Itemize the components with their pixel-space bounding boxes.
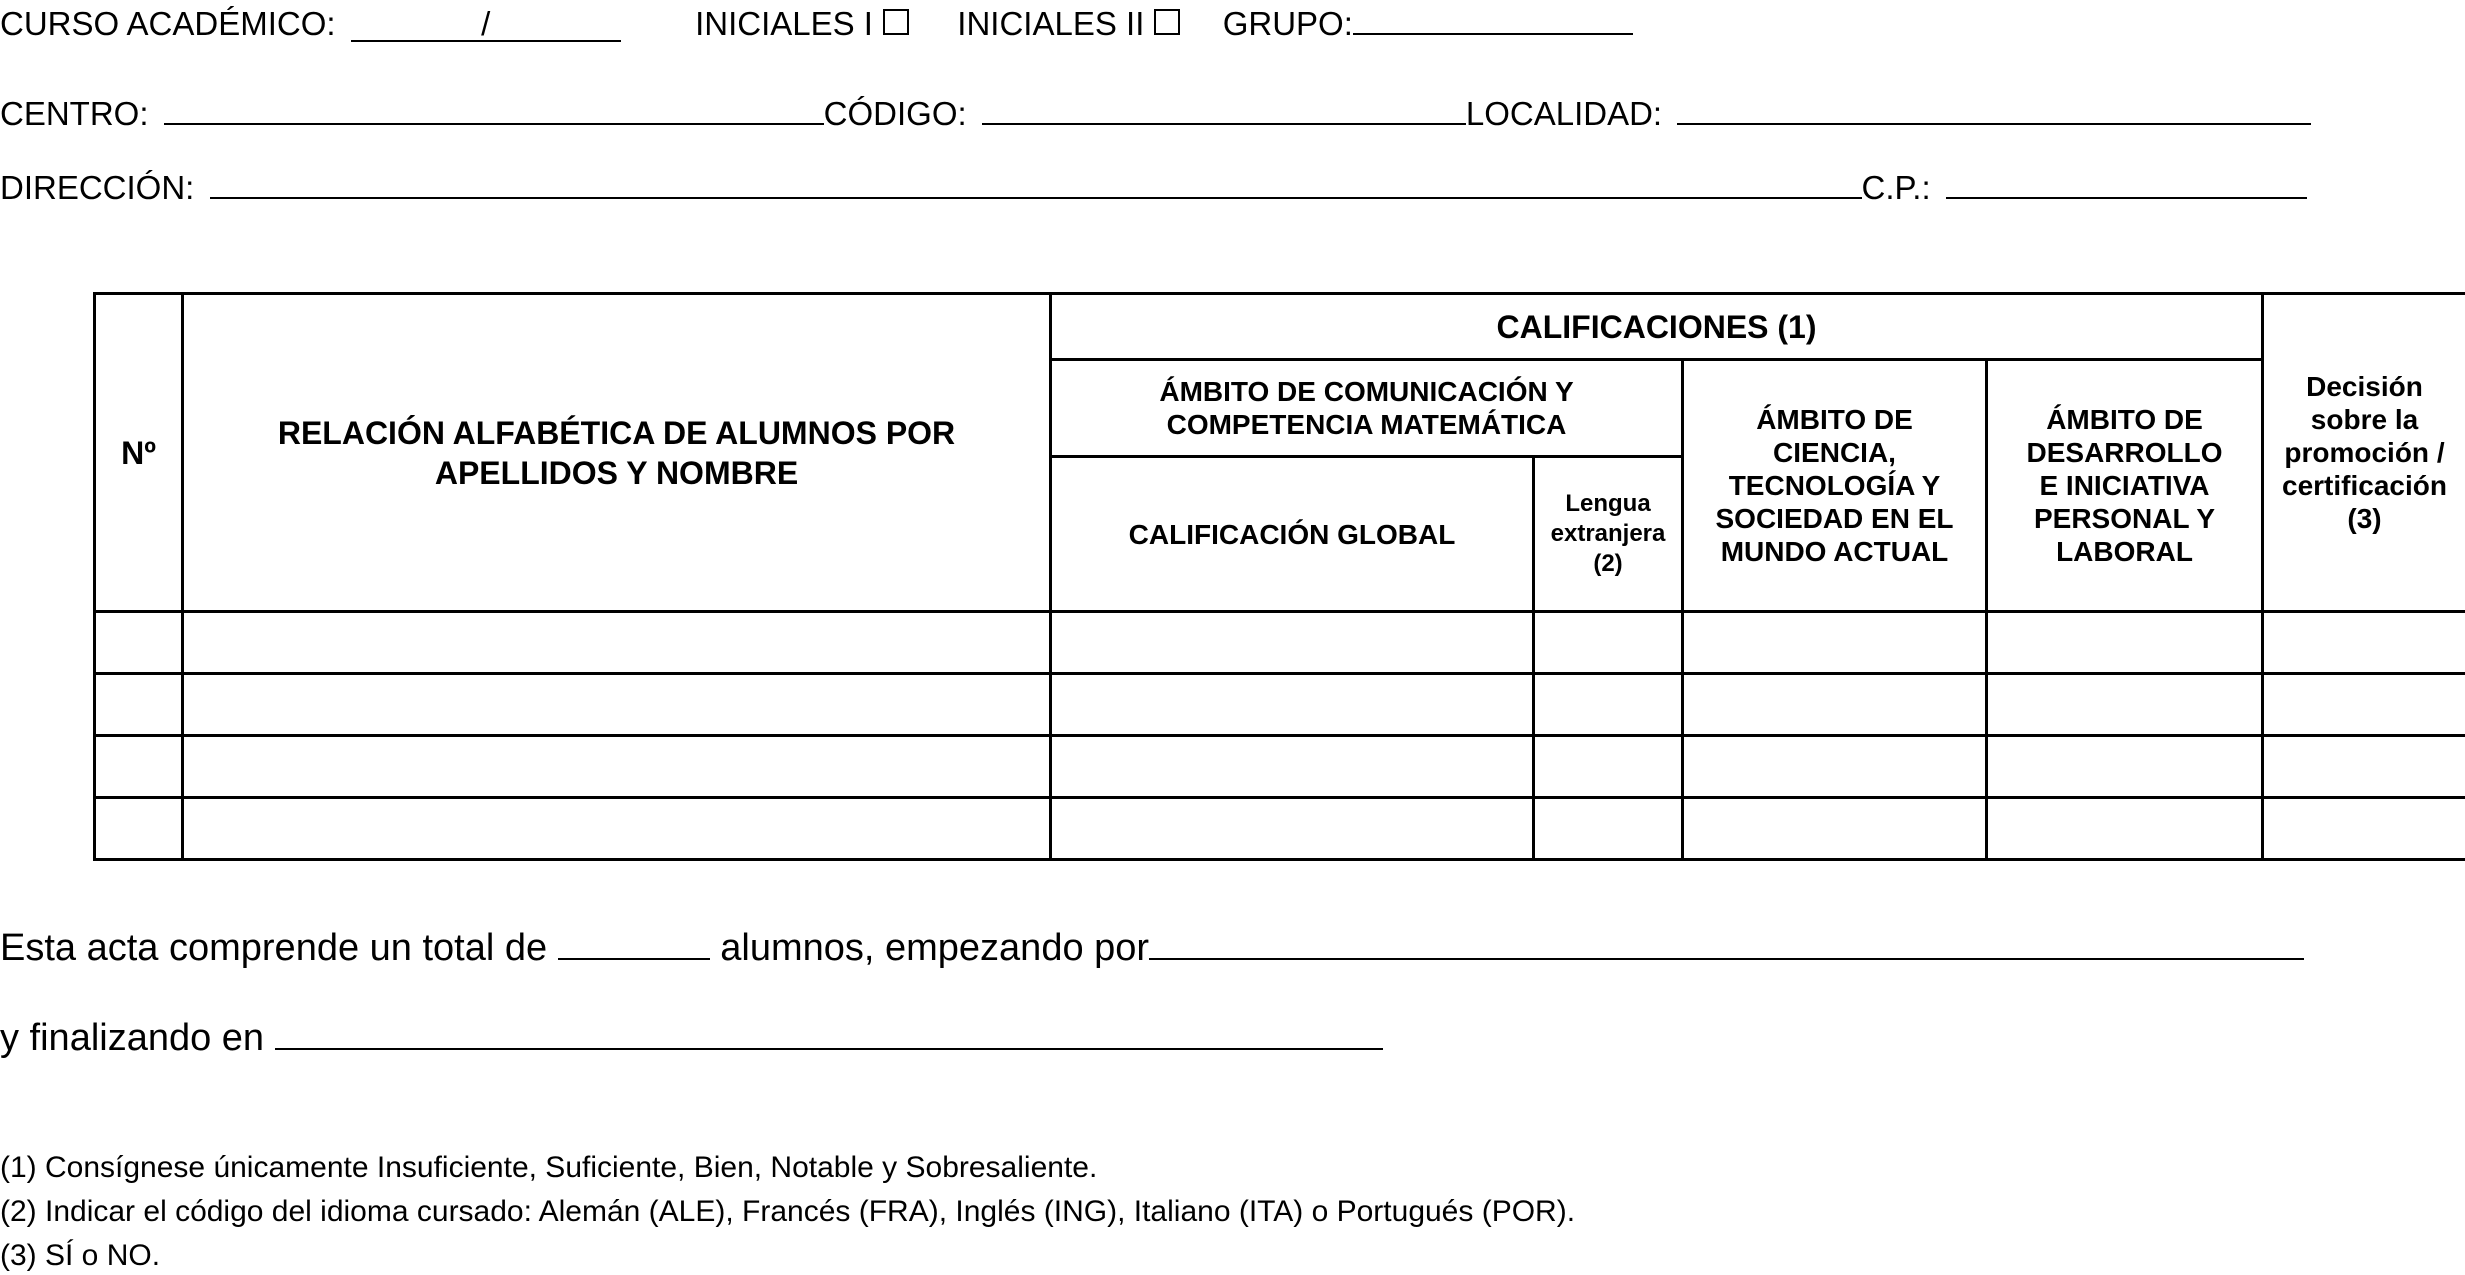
finalizando-line: [0, 1018, 1383, 1057]
cell-ambito-ciencia[interactable]: [1683, 612, 1987, 674]
table-body: [95, 612, 2465, 860]
iniciales2-label: INICIALES II: [957, 5, 1145, 42]
ambito-comunicacion-header: ÁMBITO DE COMUNICACIÓN Y COMPETENCIA MATEMÁTICA: [1051, 360, 1683, 457]
localidad-label: LOCALIDAD:: [1465, 95, 1663, 132]
cp-field[interactable]: [1946, 171, 2307, 199]
finalizando-field[interactable]: [275, 1018, 1383, 1050]
note-2: (2) Indicar el código del idioma cursado: Alemán (ALE), Francés (FRA), Inglés (ING), Italiano (ITA) o Portugués (POR).: [0, 1195, 1576, 1228]
cell-alumno[interactable]: [183, 798, 1051, 860]
centro-label: CENTRO:: [0, 95, 149, 132]
cell-lengua-extranjera[interactable]: [1534, 612, 1683, 674]
cell-calificacion-global[interactable]: [1051, 612, 1534, 674]
total-prefix: Esta acta comprende un total de: [0, 927, 548, 969]
cell-calificacion-global[interactable]: [1051, 736, 1534, 798]
table-row: [95, 674, 2465, 736]
col-no-header: Nº: [95, 294, 183, 612]
cell-alumno[interactable]: [183, 612, 1051, 674]
cell-decision[interactable]: [2263, 798, 2465, 860]
localidad-field[interactable]: [1677, 97, 2311, 125]
cell-no[interactable]: [95, 674, 183, 736]
empezando-field[interactable]: [1149, 928, 2304, 960]
cell-lengua-extranjera[interactable]: [1534, 798, 1683, 860]
cell-ambito-ciencia[interactable]: [1683, 674, 1987, 736]
total-middle: alumnos, empezando por: [720, 927, 1150, 969]
calificaciones-header: CALIFICACIONES (1): [1051, 294, 2263, 360]
cell-calificacion-global[interactable]: [1051, 798, 1534, 860]
cp-label: C.P.:: [1861, 169, 1931, 206]
cell-decision[interactable]: [2263, 674, 2465, 736]
cell-calificacion-global[interactable]: [1051, 674, 1534, 736]
header-line-direccion: [0, 171, 2307, 204]
cell-lengua-extranjera[interactable]: [1534, 674, 1683, 736]
table-row: [95, 612, 2465, 674]
cell-lengua-extranjera[interactable]: [1534, 736, 1683, 798]
total-line: [0, 928, 2304, 967]
cell-ambito-desarrollo[interactable]: [1987, 736, 2263, 798]
direccion-field[interactable]: [210, 171, 1862, 199]
calificacion-global-header: CALIFICACIÓN GLOBAL: [1051, 457, 1534, 612]
grupo-field[interactable]: [1353, 7, 1633, 35]
ambito-desarrollo-header: ÁMBITO DE DESARROLLO E INICIATIVA PERSONAL Y LABORAL: [1987, 360, 2263, 612]
note-3: (3) SÍ o NO.: [0, 1239, 161, 1272]
cell-alumno[interactable]: [183, 736, 1051, 798]
col-relacion-header: RELACIÓN ALFABÉTICA DE ALUMNOS POR APELLIDOS Y NOMBRE: [183, 294, 1051, 612]
cell-no[interactable]: [95, 736, 183, 798]
centro-field[interactable]: [164, 97, 824, 125]
iniciales1-label: INICIALES I: [695, 5, 873, 42]
codigo-field[interactable]: [982, 97, 1466, 125]
curso-separator: /: [481, 5, 491, 42]
codigo-label: CÓDIGO:: [823, 95, 967, 132]
header-line-centro: [0, 97, 2311, 130]
table-row: [95, 736, 2465, 798]
header-line-curso: [0, 7, 1633, 42]
cell-ambito-ciencia[interactable]: [1683, 798, 1987, 860]
cell-ambito-desarrollo[interactable]: [1987, 612, 2263, 674]
cell-ambito-desarrollo[interactable]: [1987, 674, 2263, 736]
cell-ambito-desarrollo[interactable]: [1987, 798, 2263, 860]
cell-ambito-ciencia[interactable]: [1683, 736, 1987, 798]
ambito-ciencia-header: ÁMBITO DE CIENCIA, TECNOLOGÍA Y SOCIEDAD EN EL MUNDO ACTUAL: [1683, 360, 1987, 612]
iniciales1-checkbox[interactable]: [883, 9, 909, 35]
lengua-extranjera-header: Lengua extranjera (2): [1534, 457, 1683, 612]
cell-alumno[interactable]: [183, 674, 1051, 736]
iniciales2-checkbox[interactable]: [1154, 9, 1180, 35]
cell-no[interactable]: [95, 798, 183, 860]
cell-decision[interactable]: [2263, 736, 2465, 798]
curso-year-field[interactable]: [351, 7, 621, 42]
curso-label: CURSO ACADÉMICO:: [0, 5, 336, 42]
note-1: (1) Consígnese únicamente Insuficiente, Suficiente, Bien, Notable y Sobresaliente.: [0, 1151, 1098, 1184]
decision-header: Decisión sobre la promoción / certificación (3): [2263, 294, 2465, 612]
total-count-field[interactable]: [558, 928, 710, 960]
direccion-label: DIRECCIÓN:: [0, 169, 195, 206]
table-row: [95, 798, 2465, 860]
finalizando-label: y finalizando en: [0, 1017, 265, 1059]
grupo-label: GRUPO:: [1222, 5, 1353, 42]
grades-table: [93, 292, 2465, 861]
cell-decision[interactable]: [2263, 612, 2465, 674]
cell-no[interactable]: [95, 612, 183, 674]
